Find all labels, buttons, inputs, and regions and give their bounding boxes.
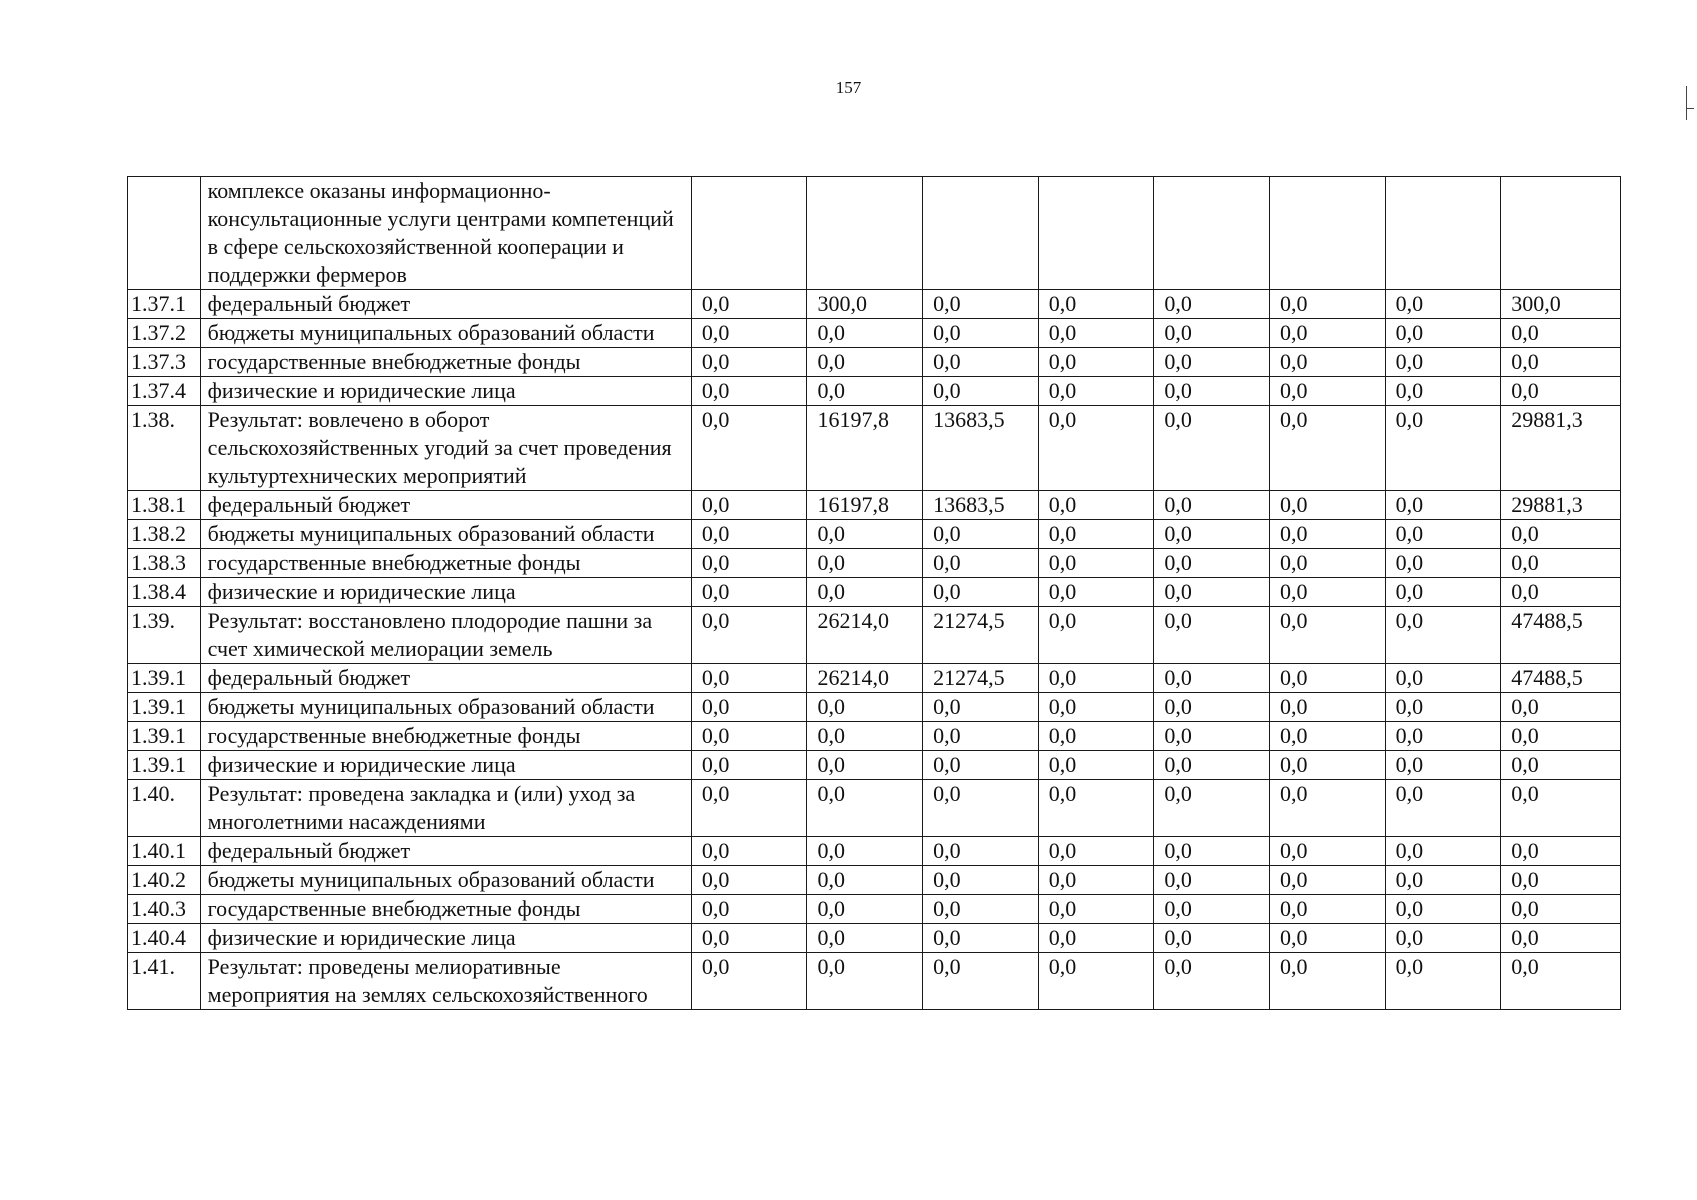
value-cell: 0,0 xyxy=(1038,751,1154,780)
value-cell: 0,0 xyxy=(1154,837,1270,866)
value-cell: 0,0 xyxy=(1269,664,1385,693)
row-code: 1.40.2 xyxy=(128,866,201,895)
value-cell: 0,0 xyxy=(1501,578,1621,607)
value-cell: 0,0 xyxy=(1269,953,1385,1010)
value-cell: 0,0 xyxy=(1038,607,1154,664)
value-cell: 0,0 xyxy=(1385,290,1501,319)
value-cell: 0,0 xyxy=(691,780,807,837)
table-row xyxy=(128,924,1621,953)
row-code: 1.38. xyxy=(128,406,201,491)
value-cell: 0,0 xyxy=(1038,722,1154,751)
value-cell: 0,0 xyxy=(1038,780,1154,837)
value-cell: 0,0 xyxy=(807,722,923,751)
row-code: 1.39. xyxy=(128,607,201,664)
value-cell: 21274,5 xyxy=(923,607,1039,664)
row-code: 1.37.2 xyxy=(128,319,201,348)
value-cell: 0,0 xyxy=(1269,491,1385,520)
row-description: федеральный бюджет xyxy=(200,837,691,866)
table-row xyxy=(128,780,1621,837)
value-cell: 0,0 xyxy=(1269,693,1385,722)
value-cell: 0,0 xyxy=(1501,693,1621,722)
value-cell: 0,0 xyxy=(691,607,807,664)
table-row xyxy=(128,607,1621,664)
table-row xyxy=(128,751,1621,780)
table-row xyxy=(128,348,1621,377)
value-cell: 0,0 xyxy=(691,520,807,549)
value-cell: 0,0 xyxy=(1154,578,1270,607)
value-cell: 0,0 xyxy=(1038,664,1154,693)
row-code: 1.40. xyxy=(128,780,201,837)
value-cell: 0,0 xyxy=(691,377,807,406)
value-cell: 0,0 xyxy=(691,578,807,607)
row-code xyxy=(128,177,201,290)
row-description: бюджеты муниципальных образований области xyxy=(200,520,691,549)
table-row xyxy=(128,377,1621,406)
value-cell: 0,0 xyxy=(1154,722,1270,751)
value-cell: 0,0 xyxy=(1269,722,1385,751)
table-row xyxy=(128,578,1621,607)
value-cell: 0,0 xyxy=(1501,751,1621,780)
row-description: Результат: восстановлено плодородие пашни за счет химической мелиорации земель xyxy=(200,607,691,664)
value-cell: 0,0 xyxy=(1269,549,1385,578)
value-cell: 0,0 xyxy=(1038,491,1154,520)
value-cell: 0,0 xyxy=(1385,722,1501,751)
value-cell: 0,0 xyxy=(807,924,923,953)
row-code: 1.40.4 xyxy=(128,924,201,953)
margin-mark xyxy=(1686,86,1687,120)
row-code: 1.37.4 xyxy=(128,377,201,406)
value-cell: 0,0 xyxy=(1038,549,1154,578)
table-row xyxy=(128,491,1621,520)
value-cell: 0,0 xyxy=(1501,377,1621,406)
value-cell xyxy=(1385,177,1501,290)
row-code: 1.38.2 xyxy=(128,520,201,549)
value-cell: 0,0 xyxy=(691,406,807,491)
value-cell: 0,0 xyxy=(691,693,807,722)
value-cell: 0,0 xyxy=(1269,924,1385,953)
value-cell: 0,0 xyxy=(691,290,807,319)
value-cell: 0,0 xyxy=(1038,953,1154,1010)
row-description: бюджеты муниципальных образований области xyxy=(200,866,691,895)
value-cell: 0,0 xyxy=(1385,895,1501,924)
row-description: федеральный бюджет xyxy=(200,491,691,520)
value-cell: 0,0 xyxy=(923,348,1039,377)
value-cell: 0,0 xyxy=(1385,924,1501,953)
value-cell: 0,0 xyxy=(1501,549,1621,578)
value-cell: 0,0 xyxy=(1385,953,1501,1010)
value-cell: 0,0 xyxy=(1385,664,1501,693)
value-cell: 0,0 xyxy=(1038,895,1154,924)
value-cell: 0,0 xyxy=(1385,837,1501,866)
value-cell: 0,0 xyxy=(1154,895,1270,924)
value-cell: 0,0 xyxy=(923,722,1039,751)
value-cell: 0,0 xyxy=(1385,751,1501,780)
value-cell: 0,0 xyxy=(1501,866,1621,895)
value-cell: 0,0 xyxy=(1385,491,1501,520)
value-cell: 0,0 xyxy=(923,549,1039,578)
value-cell: 0,0 xyxy=(923,578,1039,607)
row-description: государственные внебюджетные фонды xyxy=(200,549,691,578)
value-cell: 0,0 xyxy=(1038,377,1154,406)
row-description: государственные внебюджетные фонды xyxy=(200,895,691,924)
value-cell xyxy=(691,177,807,290)
value-cell: 0,0 xyxy=(1154,290,1270,319)
value-cell: 0,0 xyxy=(1385,607,1501,664)
row-description: комплексе оказаны информационно-консультационные услуги центрами компетенций в сфере сельскохозяйственной кооперации и поддержки фермеров xyxy=(200,177,691,290)
row-code: 1.38.1 xyxy=(128,491,201,520)
table-row xyxy=(128,895,1621,924)
row-description: государственные внебюджетные фонды xyxy=(200,722,691,751)
value-cell: 13683,5 xyxy=(923,491,1039,520)
value-cell: 0,0 xyxy=(1269,406,1385,491)
row-description: физические и юридические лица xyxy=(200,578,691,607)
value-cell: 0,0 xyxy=(1385,549,1501,578)
table-row xyxy=(128,693,1621,722)
value-cell: 0,0 xyxy=(1501,348,1621,377)
value-cell: 0,0 xyxy=(923,953,1039,1010)
value-cell: 0,0 xyxy=(923,780,1039,837)
table-row xyxy=(128,549,1621,578)
value-cell: 0,0 xyxy=(1269,319,1385,348)
value-cell: 0,0 xyxy=(1385,406,1501,491)
row-code: 1.37.1 xyxy=(128,290,201,319)
value-cell xyxy=(923,177,1039,290)
value-cell: 16197,8 xyxy=(807,406,923,491)
row-description: Результат: проведена закладка и (или) уход за многолетними насаждениями xyxy=(200,780,691,837)
value-cell: 0,0 xyxy=(807,578,923,607)
row-code: 1.39.1 xyxy=(128,693,201,722)
value-cell: 0,0 xyxy=(1154,693,1270,722)
value-cell: 0,0 xyxy=(807,751,923,780)
row-code: 1.38.3 xyxy=(128,549,201,578)
value-cell: 0,0 xyxy=(1269,837,1385,866)
value-cell: 0,0 xyxy=(1038,924,1154,953)
value-cell: 0,0 xyxy=(1154,664,1270,693)
value-cell: 0,0 xyxy=(807,837,923,866)
budget-table-body xyxy=(128,177,1621,1010)
value-cell: 0,0 xyxy=(1269,751,1385,780)
row-code: 1.39.1 xyxy=(128,751,201,780)
value-cell: 0,0 xyxy=(923,290,1039,319)
table-row xyxy=(128,866,1621,895)
value-cell xyxy=(1501,177,1621,290)
budget-table xyxy=(127,176,1621,1010)
value-cell: 0,0 xyxy=(923,520,1039,549)
value-cell: 26214,0 xyxy=(807,607,923,664)
value-cell: 0,0 xyxy=(1501,895,1621,924)
value-cell: 0,0 xyxy=(1154,780,1270,837)
value-cell: 0,0 xyxy=(1154,549,1270,578)
value-cell: 47488,5 xyxy=(1501,664,1621,693)
value-cell: 0,0 xyxy=(1385,578,1501,607)
value-cell: 29881,3 xyxy=(1501,491,1621,520)
value-cell: 0,0 xyxy=(923,837,1039,866)
value-cell: 16197,8 xyxy=(807,491,923,520)
value-cell: 0,0 xyxy=(1501,520,1621,549)
value-cell: 0,0 xyxy=(691,953,807,1010)
value-cell: 13683,5 xyxy=(923,406,1039,491)
value-cell: 29881,3 xyxy=(1501,406,1621,491)
value-cell: 0,0 xyxy=(1269,578,1385,607)
row-code: 1.40.1 xyxy=(128,837,201,866)
value-cell: 0,0 xyxy=(1269,607,1385,664)
value-cell: 47488,5 xyxy=(1501,607,1621,664)
value-cell: 0,0 xyxy=(1269,520,1385,549)
table-row xyxy=(128,406,1621,491)
value-cell xyxy=(807,177,923,290)
value-cell: 0,0 xyxy=(923,895,1039,924)
value-cell: 0,0 xyxy=(691,751,807,780)
table-row xyxy=(128,520,1621,549)
value-cell: 0,0 xyxy=(1269,895,1385,924)
value-cell: 0,0 xyxy=(1038,348,1154,377)
value-cell: 26214,0 xyxy=(807,664,923,693)
value-cell: 0,0 xyxy=(923,751,1039,780)
value-cell: 0,0 xyxy=(1269,377,1385,406)
value-cell: 0,0 xyxy=(807,377,923,406)
row-description: бюджеты муниципальных образований области xyxy=(200,693,691,722)
value-cell: 0,0 xyxy=(1385,866,1501,895)
value-cell: 0,0 xyxy=(807,780,923,837)
value-cell: 0,0 xyxy=(1038,837,1154,866)
value-cell: 0,0 xyxy=(923,377,1039,406)
value-cell: 21274,5 xyxy=(923,664,1039,693)
value-cell: 0,0 xyxy=(1154,953,1270,1010)
value-cell: 0,0 xyxy=(923,319,1039,348)
value-cell: 0,0 xyxy=(1154,607,1270,664)
row-description: бюджеты муниципальных образований области xyxy=(200,319,691,348)
value-cell: 0,0 xyxy=(1385,780,1501,837)
row-code: 1.41. xyxy=(128,953,201,1010)
value-cell: 0,0 xyxy=(807,549,923,578)
value-cell: 0,0 xyxy=(1501,837,1621,866)
value-cell: 0,0 xyxy=(1501,924,1621,953)
value-cell: 0,0 xyxy=(1154,751,1270,780)
value-cell: 0,0 xyxy=(1501,780,1621,837)
row-code: 1.39.1 xyxy=(128,722,201,751)
value-cell: 0,0 xyxy=(1038,290,1154,319)
value-cell: 0,0 xyxy=(1501,953,1621,1010)
value-cell: 0,0 xyxy=(1038,319,1154,348)
value-cell: 0,0 xyxy=(807,348,923,377)
value-cell: 0,0 xyxy=(691,664,807,693)
table-row xyxy=(128,177,1621,290)
value-cell: 0,0 xyxy=(1154,866,1270,895)
value-cell xyxy=(1269,177,1385,290)
value-cell: 0,0 xyxy=(691,924,807,953)
value-cell: 0,0 xyxy=(1154,924,1270,953)
value-cell: 0,0 xyxy=(923,924,1039,953)
value-cell: 0,0 xyxy=(1501,722,1621,751)
page-number: 157 xyxy=(835,78,862,97)
value-cell: 0,0 xyxy=(1269,866,1385,895)
value-cell: 0,0 xyxy=(1501,319,1621,348)
value-cell: 0,0 xyxy=(1269,290,1385,319)
value-cell: 0,0 xyxy=(807,953,923,1010)
value-cell: 0,0 xyxy=(923,693,1039,722)
value-cell: 0,0 xyxy=(1269,780,1385,837)
value-cell: 0,0 xyxy=(807,866,923,895)
value-cell xyxy=(1154,177,1270,290)
value-cell: 0,0 xyxy=(1038,693,1154,722)
value-cell: 0,0 xyxy=(1154,406,1270,491)
value-cell: 0,0 xyxy=(1385,520,1501,549)
value-cell: 0,0 xyxy=(1154,491,1270,520)
table-row xyxy=(128,722,1621,751)
value-cell: 0,0 xyxy=(691,722,807,751)
value-cell: 0,0 xyxy=(691,491,807,520)
value-cell: 0,0 xyxy=(923,866,1039,895)
value-cell: 0,0 xyxy=(1154,319,1270,348)
value-cell: 300,0 xyxy=(1501,290,1621,319)
row-description: федеральный бюджет xyxy=(200,290,691,319)
value-cell: 0,0 xyxy=(807,693,923,722)
value-cell: 0,0 xyxy=(1038,520,1154,549)
row-description: Результат: проведены мелиоративные мероприятия на землях сельскохозяйственного xyxy=(200,953,691,1010)
value-cell: 0,0 xyxy=(807,319,923,348)
value-cell: 0,0 xyxy=(1038,866,1154,895)
table-row xyxy=(128,290,1621,319)
row-code: 1.38.4 xyxy=(128,578,201,607)
value-cell: 0,0 xyxy=(1154,377,1270,406)
value-cell: 0,0 xyxy=(1154,520,1270,549)
value-cell: 300,0 xyxy=(807,290,923,319)
value-cell: 0,0 xyxy=(691,549,807,578)
row-description: федеральный бюджет xyxy=(200,664,691,693)
row-code: 1.40.3 xyxy=(128,895,201,924)
value-cell: 0,0 xyxy=(691,319,807,348)
value-cell: 0,0 xyxy=(1385,319,1501,348)
value-cell: 0,0 xyxy=(1154,348,1270,377)
value-cell: 0,0 xyxy=(691,348,807,377)
value-cell: 0,0 xyxy=(807,895,923,924)
value-cell: 0,0 xyxy=(1385,348,1501,377)
value-cell: 0,0 xyxy=(1269,348,1385,377)
row-description: Результат: вовлечено в оборот сельскохозяйственных угодий за счет проведения культуртехнических мероприятий xyxy=(200,406,691,491)
value-cell: 0,0 xyxy=(1385,377,1501,406)
row-description: физические и юридические лица xyxy=(200,924,691,953)
value-cell: 0,0 xyxy=(691,866,807,895)
value-cell: 0,0 xyxy=(1038,406,1154,491)
value-cell: 0,0 xyxy=(1038,578,1154,607)
value-cell: 0,0 xyxy=(1385,693,1501,722)
row-code: 1.37.3 xyxy=(128,348,201,377)
table-row xyxy=(128,664,1621,693)
value-cell: 0,0 xyxy=(691,837,807,866)
value-cell: 0,0 xyxy=(691,895,807,924)
row-description: физические и юридические лица xyxy=(200,377,691,406)
table-row xyxy=(128,319,1621,348)
table-row xyxy=(128,837,1621,866)
row-description: физические и юридические лица xyxy=(200,751,691,780)
value-cell xyxy=(1038,177,1154,290)
row-description: государственные внебюджетные фонды xyxy=(200,348,691,377)
row-code: 1.39.1 xyxy=(128,664,201,693)
value-cell: 0,0 xyxy=(807,520,923,549)
table-row xyxy=(128,953,1621,1010)
